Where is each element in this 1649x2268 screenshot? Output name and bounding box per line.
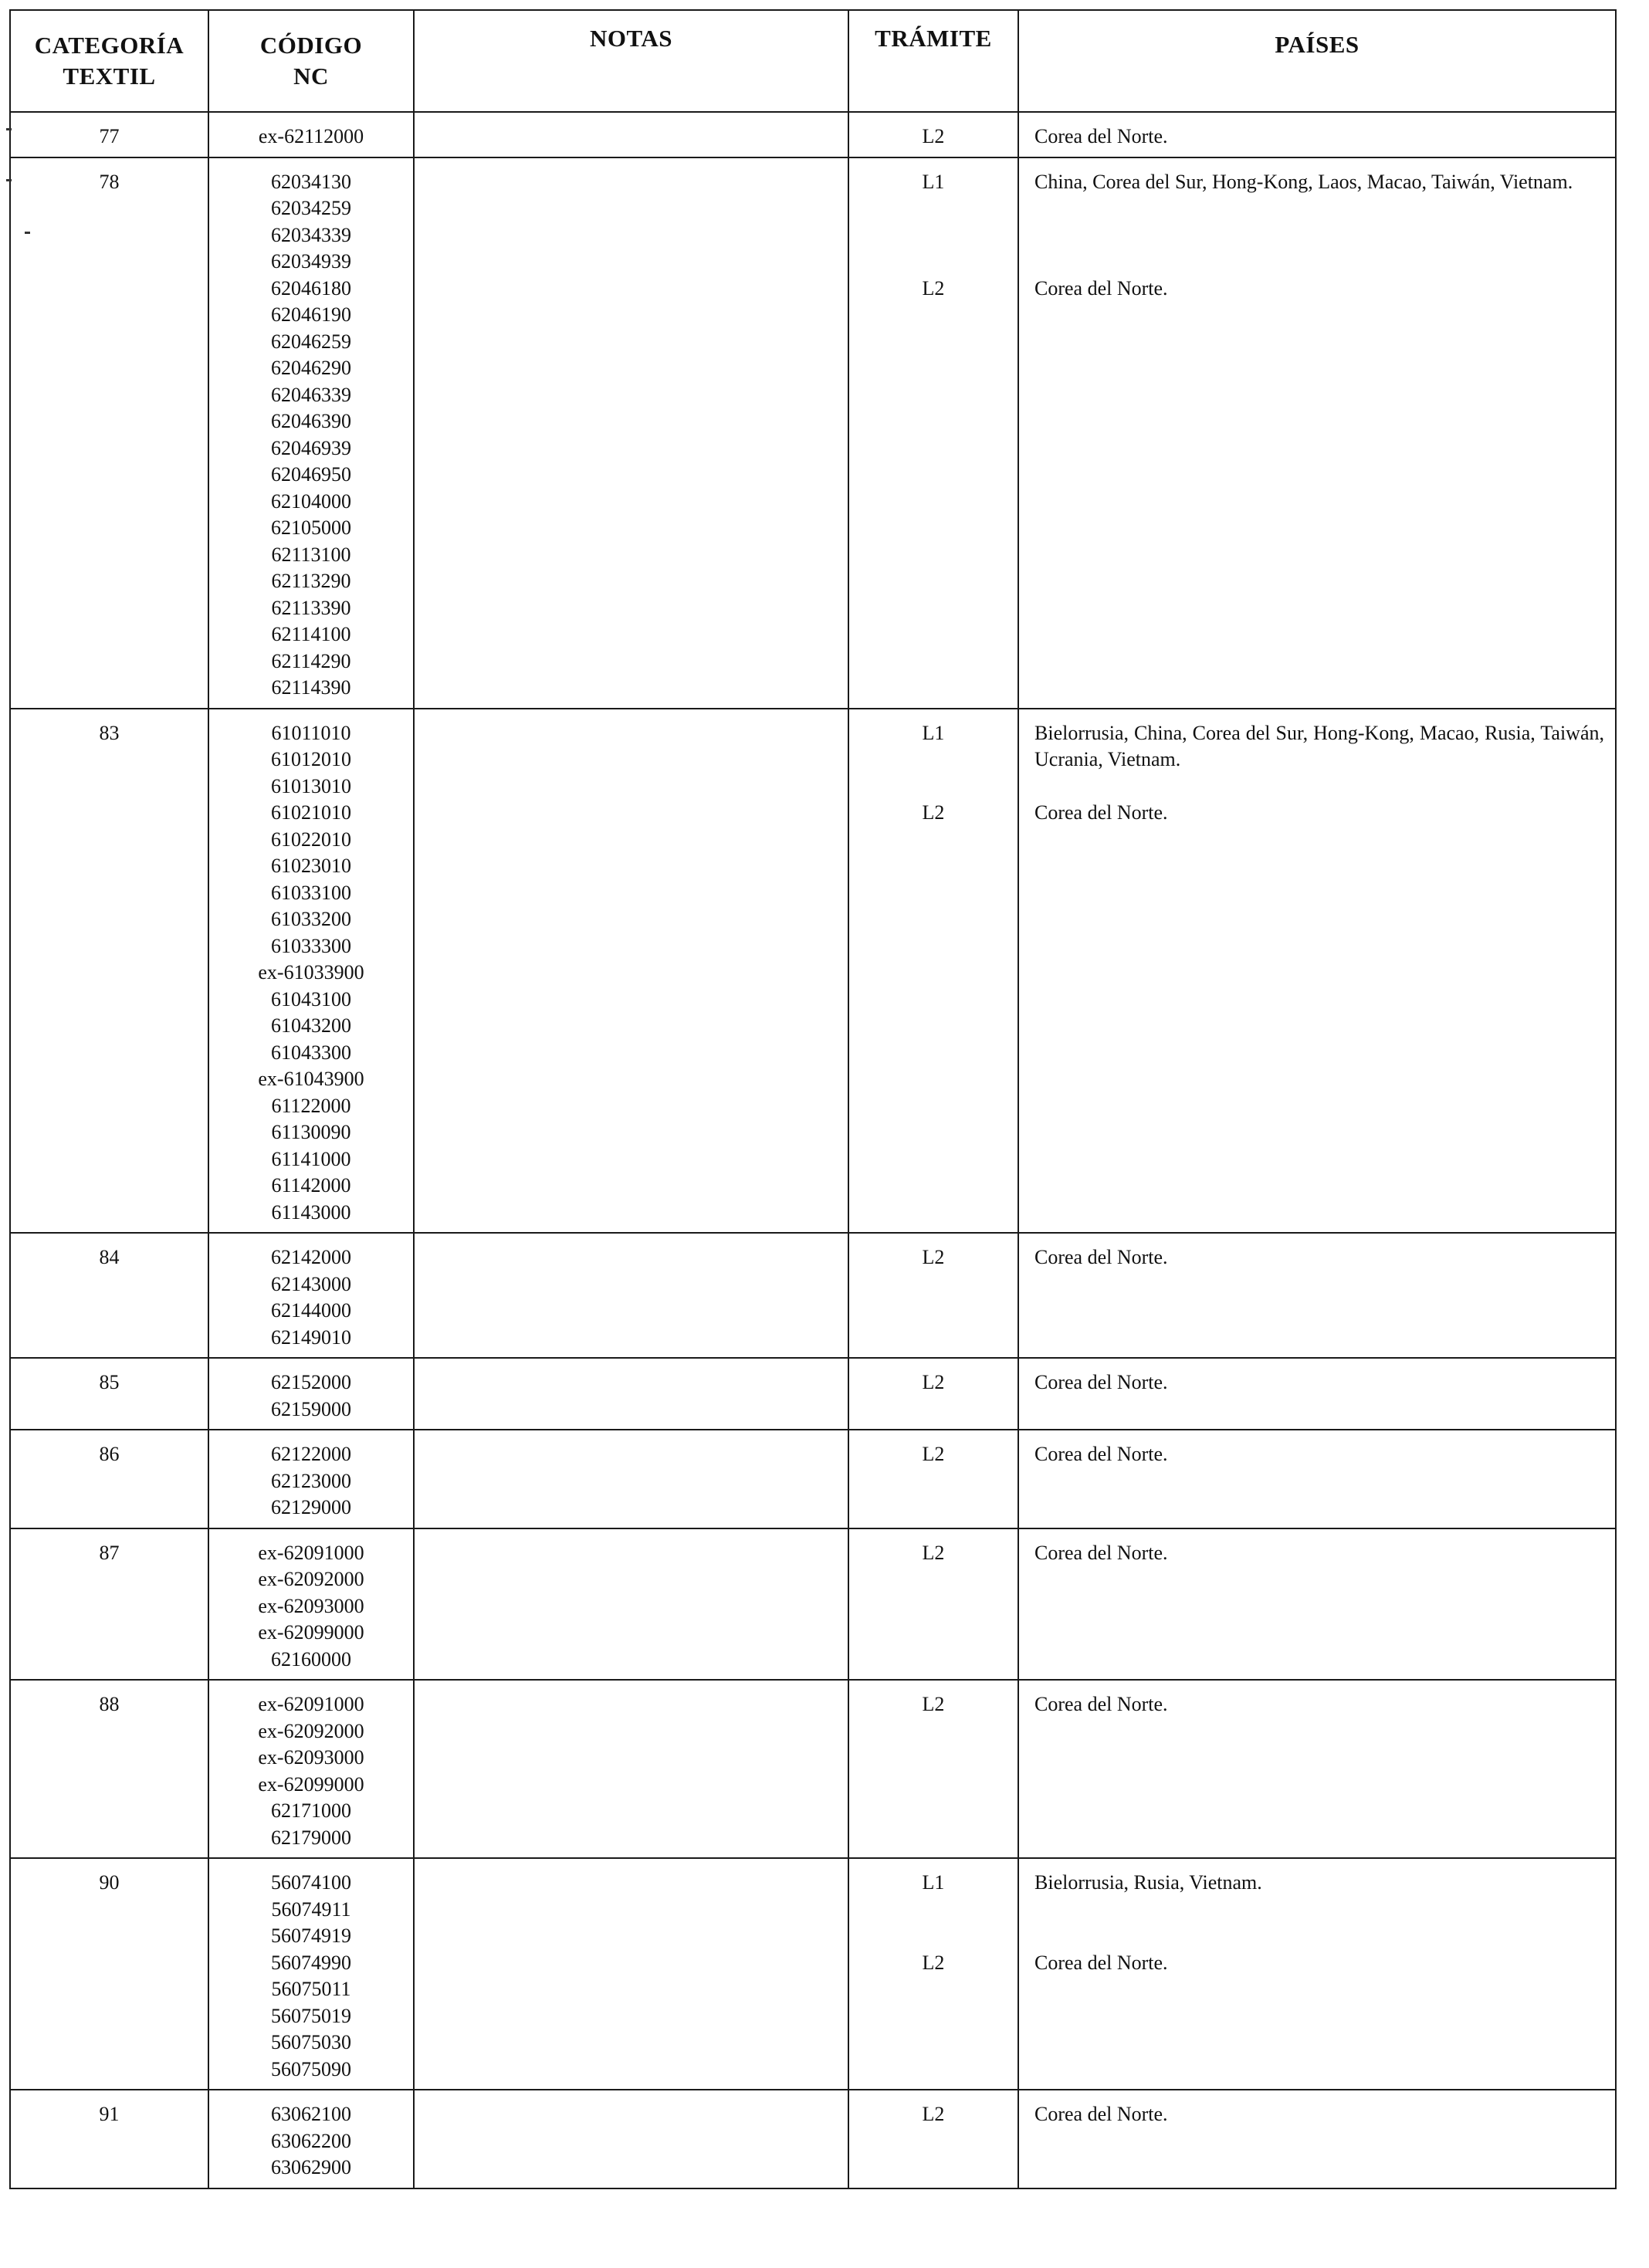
paises-cell bbox=[1018, 1528, 1616, 1681]
categoria-value: 90 bbox=[99, 1871, 120, 1894]
nc-code: 62152000 bbox=[271, 1371, 351, 1393]
nc-code: 56074919 bbox=[271, 1924, 351, 1947]
nc-code: 61143000 bbox=[271, 1200, 351, 1224]
table-row bbox=[10, 112, 1616, 157]
nc-code: 63062100 bbox=[271, 2103, 351, 2125]
nc-code: 61043300 bbox=[271, 1041, 351, 1064]
categoria-cell bbox=[10, 157, 208, 709]
nc-code: 62046180 bbox=[271, 276, 351, 300]
tramite-value: L1 bbox=[922, 170, 945, 193]
tramite-cell bbox=[848, 2090, 1018, 2188]
nc-code: 62143000 bbox=[271, 1272, 351, 1295]
nc-code: 62123000 bbox=[271, 1469, 351, 1492]
nc-code: 62113390 bbox=[271, 596, 351, 619]
nc-code: 62129000 bbox=[271, 1496, 351, 1518]
header-categoria: CATEGORÍA TEXTIL bbox=[10, 10, 208, 112]
nc-code: 61043200 bbox=[271, 1014, 351, 1037]
paises-value: Corea del Norte. bbox=[1034, 276, 1168, 300]
paises-value: Corea del Norte. bbox=[1034, 801, 1168, 824]
table-row bbox=[10, 157, 1616, 709]
nc-code: ex-61033900 bbox=[258, 961, 364, 983]
nc-code: 63062200 bbox=[271, 2129, 351, 2152]
nc-code: ex-62112000 bbox=[258, 125, 364, 147]
nc-code: 61142000 bbox=[271, 1174, 351, 1197]
nc-code: 56075019 bbox=[271, 2004, 351, 2027]
tramite-value: L2 bbox=[922, 1443, 945, 1465]
scan-artifact bbox=[25, 232, 30, 234]
codigo-cell bbox=[208, 1858, 414, 2090]
tramite-value: L2 bbox=[922, 125, 945, 147]
nc-code: 62114390 bbox=[271, 676, 351, 699]
nc-code: 61033100 bbox=[271, 881, 351, 904]
nc-code: 62113100 bbox=[271, 543, 351, 566]
codigo-cell bbox=[208, 1358, 414, 1430]
nc-code: 62159000 bbox=[271, 1397, 351, 1420]
table-row bbox=[10, 2090, 1616, 2188]
nc-code: 62046339 bbox=[271, 383, 351, 406]
nc-code: 62114100 bbox=[271, 623, 351, 645]
categoria-cell bbox=[10, 1233, 208, 1358]
paises-cell bbox=[1018, 2090, 1616, 2188]
table-row bbox=[10, 1430, 1616, 1528]
nc-code: 61013010 bbox=[271, 774, 351, 797]
nc-code: ex-62093000 bbox=[258, 1746, 364, 1769]
paises-value: Corea del Norte. bbox=[1034, 1371, 1168, 1393]
nc-code: 62149010 bbox=[271, 1325, 351, 1349]
paises-value: Corea del Norte. bbox=[1034, 1951, 1168, 1974]
paises-value: Corea del Norte. bbox=[1034, 1443, 1168, 1465]
notas-cell bbox=[414, 1358, 848, 1430]
table-row bbox=[10, 1858, 1616, 2090]
tramite-value: L2 bbox=[922, 2103, 945, 2125]
nc-code: 61021010 bbox=[271, 801, 351, 824]
categoria-value: 84 bbox=[99, 1246, 120, 1268]
codigo-cell bbox=[208, 1680, 414, 1858]
header-notas: NOTAS bbox=[414, 10, 848, 112]
nc-code: ex-62099000 bbox=[258, 1621, 364, 1643]
nc-code: 56074100 bbox=[271, 1871, 351, 1894]
tramite-cell bbox=[848, 1858, 1018, 2090]
nc-code: 62171000 bbox=[271, 1799, 351, 1822]
nc-code: 62046390 bbox=[271, 410, 351, 432]
nc-code: 62122000 bbox=[271, 1443, 351, 1465]
header-row bbox=[10, 10, 1616, 112]
categoria-cell bbox=[10, 1528, 208, 1681]
tramite-value: L2 bbox=[922, 1951, 945, 1974]
paises-value: Bielorrusia, China, Corea del Sur, Hong-Kong, Macao, Rusia, Taiwán, Ucrania, Vietnam. bbox=[1034, 721, 1604, 770]
nc-code: 56074990 bbox=[271, 1951, 351, 1974]
tramite-value: L2 bbox=[922, 801, 945, 824]
nc-code: 61141000 bbox=[271, 1147, 351, 1170]
notas-cell bbox=[414, 1233, 848, 1358]
codigo-cell bbox=[208, 1430, 414, 1528]
categoria-value: 85 bbox=[99, 1371, 120, 1393]
nc-code: 56075090 bbox=[271, 2057, 351, 2080]
nc-code: 61011010 bbox=[271, 721, 351, 744]
scan-artifact bbox=[6, 179, 12, 181]
nc-code: ex-61043900 bbox=[258, 1068, 364, 1090]
notas-cell bbox=[414, 709, 848, 1234]
header-paises: PAÍSES bbox=[1018, 10, 1616, 112]
notas-cell bbox=[414, 1430, 848, 1528]
nc-code: ex-62092000 bbox=[258, 1719, 364, 1742]
nc-code: 62046939 bbox=[271, 436, 351, 459]
codigo-cell bbox=[208, 709, 414, 1234]
notas-cell bbox=[414, 1680, 848, 1858]
nc-code: 61023010 bbox=[271, 855, 351, 877]
nc-code: 62046290 bbox=[271, 357, 351, 379]
nc-code: 61022010 bbox=[271, 828, 351, 851]
paises-value: Corea del Norte. bbox=[1034, 1246, 1168, 1268]
nc-code: 62105000 bbox=[271, 516, 351, 539]
codigo-cell bbox=[208, 157, 414, 709]
categoria-cell bbox=[10, 112, 208, 157]
notas-cell bbox=[414, 1528, 848, 1681]
tramite-value: L2 bbox=[922, 276, 945, 300]
nc-code: 61033200 bbox=[271, 908, 351, 930]
paises-cell bbox=[1018, 1680, 1616, 1858]
nc-code: ex-62091000 bbox=[258, 1693, 364, 1715]
tramite-value: L1 bbox=[922, 1871, 945, 1894]
notas-cell bbox=[414, 112, 848, 157]
paises-value: Corea del Norte. bbox=[1034, 1541, 1168, 1564]
table-row bbox=[10, 1233, 1616, 1358]
paises-value: China, Corea del Sur, Hong-Kong, Laos, Macao, Taiwán, Vietnam. bbox=[1034, 170, 1573, 193]
nc-code: 62034259 bbox=[271, 197, 351, 219]
nc-code: 61122000 bbox=[271, 1094, 351, 1117]
categoria-cell bbox=[10, 1358, 208, 1430]
textile-codes-table bbox=[9, 9, 1617, 2189]
table-body bbox=[10, 112, 1616, 2188]
table-row bbox=[10, 1358, 1616, 1430]
categoria-cell bbox=[10, 1430, 208, 1528]
notas-cell bbox=[414, 2090, 848, 2188]
tramite-cell bbox=[848, 1358, 1018, 1430]
nc-code: 62113290 bbox=[271, 570, 351, 592]
categoria-value: 77 bbox=[99, 125, 120, 147]
categoria-value: 88 bbox=[99, 1693, 120, 1715]
table-row bbox=[10, 1528, 1616, 1681]
nc-code: 62144000 bbox=[271, 1299, 351, 1322]
scan-artifact bbox=[6, 128, 12, 130]
nc-code: 62034339 bbox=[271, 223, 351, 246]
nc-code: 62034939 bbox=[271, 250, 351, 272]
nc-code: 61033300 bbox=[271, 934, 351, 957]
table-row bbox=[10, 1680, 1616, 1858]
categoria-cell bbox=[10, 2090, 208, 2188]
header-codigo: CÓDIGO NC bbox=[208, 10, 414, 112]
nc-code: ex-62099000 bbox=[258, 1772, 364, 1796]
nc-code: 56075030 bbox=[271, 2031, 351, 2053]
tramite-cell bbox=[848, 1233, 1018, 1358]
nc-code: 62179000 bbox=[271, 1826, 351, 1849]
nc-code: 62160000 bbox=[271, 1647, 351, 1671]
tramite-cell bbox=[848, 112, 1018, 157]
categoria-value: 91 bbox=[99, 2103, 120, 2125]
tramite-value: L2 bbox=[922, 1693, 945, 1715]
paises-value: Corea del Norte. bbox=[1034, 1693, 1168, 1715]
paises-cell bbox=[1018, 112, 1616, 157]
nc-code: 61012010 bbox=[271, 748, 351, 770]
table-row bbox=[10, 709, 1616, 1234]
categoria-cell bbox=[10, 709, 208, 1234]
tramite-cell bbox=[848, 1528, 1018, 1681]
categoria-value: 78 bbox=[99, 170, 120, 193]
nc-code: 62142000 bbox=[271, 1246, 351, 1268]
nc-code: 61043100 bbox=[271, 987, 351, 1010]
nc-code: 62046190 bbox=[271, 303, 351, 326]
nc-code: 62034130 bbox=[271, 170, 351, 193]
paises-cell bbox=[1018, 1858, 1616, 2090]
nc-code: ex-62092000 bbox=[258, 1568, 364, 1590]
paises-value: Corea del Norte. bbox=[1034, 125, 1168, 147]
tramite-cell bbox=[848, 709, 1018, 1234]
tramite-value: L2 bbox=[922, 1246, 945, 1268]
codigo-cell bbox=[208, 2090, 414, 2188]
tramite-value: L2 bbox=[922, 1541, 945, 1564]
tramite-value: L1 bbox=[922, 721, 945, 744]
nc-code: 56074911 bbox=[271, 1897, 351, 1921]
nc-code: 63062900 bbox=[271, 2156, 351, 2178]
nc-code: ex-62093000 bbox=[258, 1594, 364, 1617]
categoria-cell bbox=[10, 1858, 208, 2090]
tramite-cell bbox=[848, 1680, 1018, 1858]
nc-code: 62046950 bbox=[271, 463, 351, 486]
paises-cell bbox=[1018, 1430, 1616, 1528]
tramite-cell bbox=[848, 157, 1018, 709]
categoria-value: 83 bbox=[99, 721, 120, 744]
tramite-cell bbox=[848, 1430, 1018, 1528]
nc-code: 62104000 bbox=[271, 489, 351, 513]
nc-code: 56075011 bbox=[271, 1978, 351, 2000]
codigo-cell bbox=[208, 112, 414, 157]
codigo-cell bbox=[208, 1233, 414, 1358]
paises-value: Corea del Norte. bbox=[1034, 2103, 1168, 2125]
nc-code: 61130090 bbox=[271, 1121, 351, 1143]
codigo-cell bbox=[208, 1528, 414, 1681]
nc-code: ex-62091000 bbox=[258, 1541, 364, 1564]
paises-cell bbox=[1018, 157, 1616, 709]
categoria-value: 86 bbox=[99, 1443, 120, 1465]
paises-value: Bielorrusia, Rusia, Vietnam. bbox=[1034, 1871, 1262, 1894]
notas-cell bbox=[414, 1858, 848, 2090]
tramite-value: L2 bbox=[922, 1371, 945, 1393]
nc-code: 62046259 bbox=[271, 330, 351, 353]
paises-cell bbox=[1018, 1233, 1616, 1358]
paises-cell bbox=[1018, 709, 1616, 1234]
notas-cell bbox=[414, 157, 848, 709]
paises-cell bbox=[1018, 1358, 1616, 1430]
categoria-cell bbox=[10, 1680, 208, 1858]
header-tramite: TRÁMITE bbox=[848, 10, 1018, 112]
nc-code: 62114290 bbox=[271, 649, 351, 672]
categoria-value: 87 bbox=[99, 1541, 120, 1564]
